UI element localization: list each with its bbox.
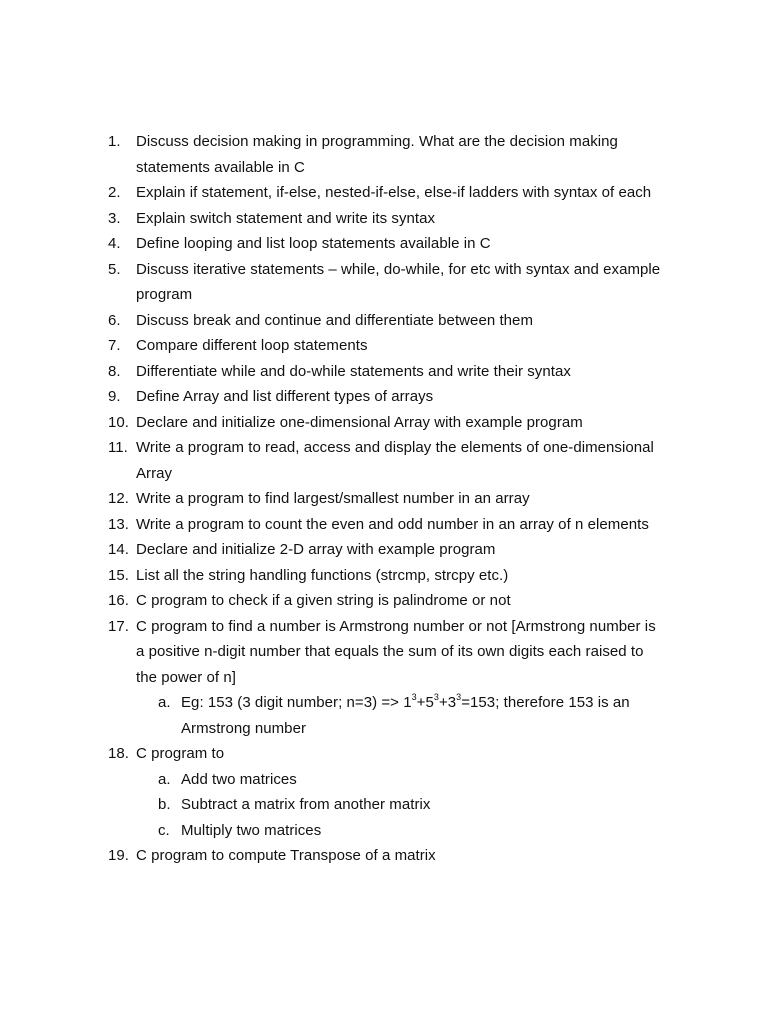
question-item bbox=[108, 843, 668, 869]
question-number: 12. bbox=[108, 490, 130, 507]
question-number: 13. bbox=[108, 515, 130, 533]
question-item bbox=[108, 410, 668, 436]
question-text: Write a program to find largest/smallest number in an array bbox=[136, 490, 530, 507]
question-text: Declare and initialize one-dimensional Array with example program bbox=[136, 413, 583, 431]
question-text: C program to check if a given string is palindrome or not bbox=[136, 592, 511, 609]
question-item bbox=[108, 333, 668, 359]
example-term: +5 bbox=[416, 694, 434, 711]
sub-item-text bbox=[181, 694, 630, 737]
question-text: Declare and initialize 2-D array with example program bbox=[136, 541, 496, 558]
example-prefix: Eg: 153 (3 digit number; n=3) => 1 bbox=[181, 694, 412, 711]
question-number: 9. bbox=[108, 388, 121, 405]
question-text: Compare different loop statements bbox=[136, 337, 368, 354]
question-number: 2. bbox=[108, 184, 121, 201]
question-item bbox=[108, 537, 668, 563]
sub-list bbox=[136, 767, 668, 844]
sub-item-text: Subtract a matrix from another matrix bbox=[181, 796, 431, 813]
question-item bbox=[108, 563, 668, 589]
sub-item bbox=[136, 767, 668, 793]
question-number: 6. bbox=[108, 311, 121, 329]
question-item bbox=[108, 741, 668, 843]
sub-item-text: Multiply two matrices bbox=[181, 821, 322, 839]
question-item bbox=[108, 129, 668, 180]
question-number: 4. bbox=[108, 235, 121, 252]
question-item bbox=[108, 512, 668, 538]
question-number: 10. bbox=[108, 413, 130, 431]
exponent: 3 bbox=[456, 692, 462, 702]
sub-item-letter: a. bbox=[158, 694, 171, 711]
question-number: 11. bbox=[108, 439, 128, 456]
sub-item bbox=[136, 792, 668, 818]
question-text: C program to bbox=[136, 745, 225, 762]
sub-item-letter: a. bbox=[158, 770, 171, 788]
question-item bbox=[108, 231, 668, 257]
question-item bbox=[108, 588, 668, 614]
sub-list bbox=[136, 690, 668, 741]
question-item bbox=[108, 359, 668, 385]
question-text: Differentiate while and do-while statements and write their syntax bbox=[136, 362, 571, 380]
question-item bbox=[108, 257, 668, 308]
question-number: 3. bbox=[108, 209, 121, 227]
question-text: Explain if statement, if-else, nested-if-else, else-if ladders with syntax of each bbox=[136, 184, 652, 201]
question-text: Discuss iterative statements – while, do-while, for etc with syntax and example program bbox=[136, 260, 661, 303]
question-number: 14. bbox=[108, 541, 130, 558]
question-number: 7. bbox=[108, 337, 121, 354]
question-number: 17. bbox=[108, 617, 130, 635]
sub-item-text: Add two matrices bbox=[181, 770, 297, 788]
question-text: Define looping and list loop statements available in C bbox=[136, 235, 491, 252]
example-term: +3 bbox=[438, 694, 457, 711]
sub-item-letter: c. bbox=[158, 821, 170, 839]
question-number: 8. bbox=[108, 362, 121, 380]
question-number: 16. bbox=[108, 592, 130, 609]
sub-item bbox=[136, 818, 668, 844]
question-text: Discuss decision making in programming. What are the decision making statements available in C bbox=[136, 133, 618, 176]
question-item bbox=[108, 206, 668, 232]
question-text: Explain switch statement and write its syntax bbox=[136, 209, 436, 227]
question-text: C program to find a number is Armstrong number or not [Armstrong number is a positive n-digit number that equals the sum of its own digits each raised to the power of n] bbox=[136, 617, 656, 686]
question-text: Define Array and list different types of arrays bbox=[136, 388, 434, 405]
question-number: 15. bbox=[108, 566, 130, 584]
question-number: 18. bbox=[108, 745, 130, 762]
question-text: C program to compute Transpose of a matrix bbox=[136, 847, 436, 864]
question-item bbox=[108, 308, 668, 334]
question-item bbox=[108, 435, 668, 486]
question-item bbox=[108, 614, 668, 742]
question-item bbox=[108, 180, 668, 206]
question-text: Write a program to read, access and display the elements of one-dimensional Array bbox=[136, 439, 654, 482]
question-item bbox=[108, 384, 668, 410]
sub-item bbox=[136, 690, 668, 741]
question-text: Write a program to count the even and odd number in an array of n elements bbox=[136, 515, 649, 533]
example-suffix: =153; therefore 153 is an Armstrong number bbox=[181, 694, 630, 737]
question-list bbox=[108, 129, 668, 869]
question-text: List all the string handling functions (strcmp, strcpy etc.) bbox=[136, 566, 509, 584]
question-text: Discuss break and continue and differentiate between them bbox=[136, 311, 533, 329]
question-number: 1. bbox=[108, 133, 121, 150]
question-item bbox=[108, 486, 668, 512]
exponent: 3 bbox=[411, 692, 417, 702]
sub-item-letter: b. bbox=[158, 796, 171, 813]
exponent: 3 bbox=[433, 692, 439, 702]
question-number: 5. bbox=[108, 260, 121, 278]
question-number: 19. bbox=[108, 847, 130, 864]
